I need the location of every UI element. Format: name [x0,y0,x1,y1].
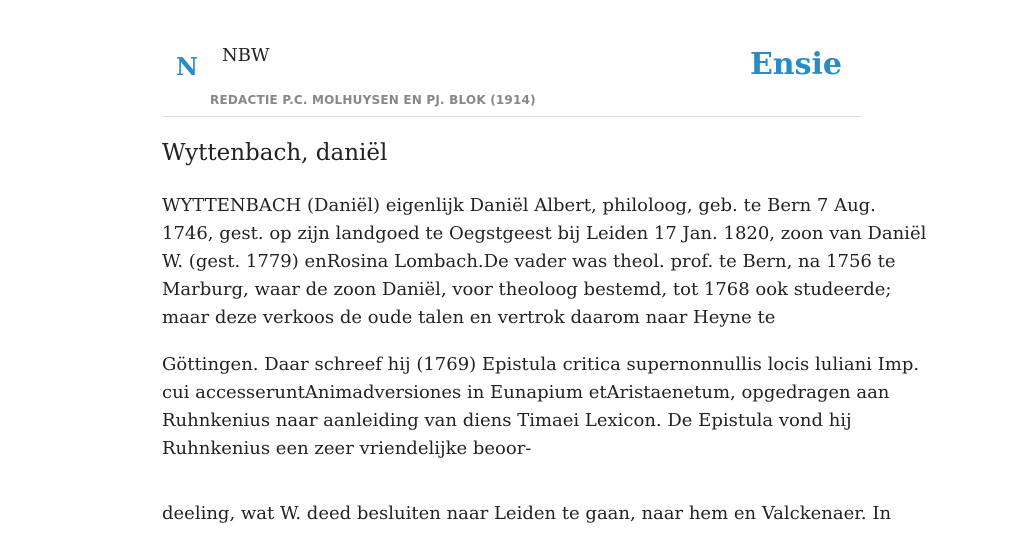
text-line: WYTTENBACH (Daniël) eigenlijk Daniël Albert, philoloog, geb. te Bern 7 Aug. [162,195,876,216]
text-line: Ruhnkenius naar aanleiding van diens Timaei Lexicon. De Epistula vond hij [162,410,852,431]
text-line: 1746, gest. op zijn landgoed te Oegstgeest bij Leiden 17 Jan. 1820, zoon van Daniël [162,223,927,244]
article-paragraph [162,351,920,463]
article-paragraph [162,192,927,332]
site-header [162,0,862,117]
source-name-link[interactable]: NBW [222,45,270,66]
article-paragraph [162,500,892,528]
text-line: maar deze verkoos de oude talen en vertrok daarom naar Heyne te [162,307,776,328]
article-title: Wyttenbach, daniël [162,140,388,166]
text-line: cui accesseruntAnimadversiones in Eunapium etAristaenetum, opgedragen aan [162,382,890,403]
text-line: Göttingen. Daar schreef hij (1769) Epistula critica supernonnullis locis luliani Imp. [162,354,920,375]
article-body [162,192,927,547]
source-editors: REDACTIE P.C. MOLHUYSEN EN PJ. BLOK (1914) [210,93,536,107]
text-line: Ruhnkenius een zeer vriendelijke beoor- [162,438,532,459]
source-logo-icon[interactable]: N [176,52,198,81]
text-line: Marburg, waar de zoon Daniël, voor theoloog bestemd, tot 1768 ook studeerde; [162,279,892,300]
brand-logo-link[interactable]: Ensie [749,47,842,82]
text-line: W. (gest. 1779) enRosina Lombach.De vader was theol. prof. te Bern, na 1756 te [162,251,896,272]
text-line: deeling, wat W. deed besluiten naar Leiden te gaan, naar hem en Valckenaer. In [162,503,892,524]
